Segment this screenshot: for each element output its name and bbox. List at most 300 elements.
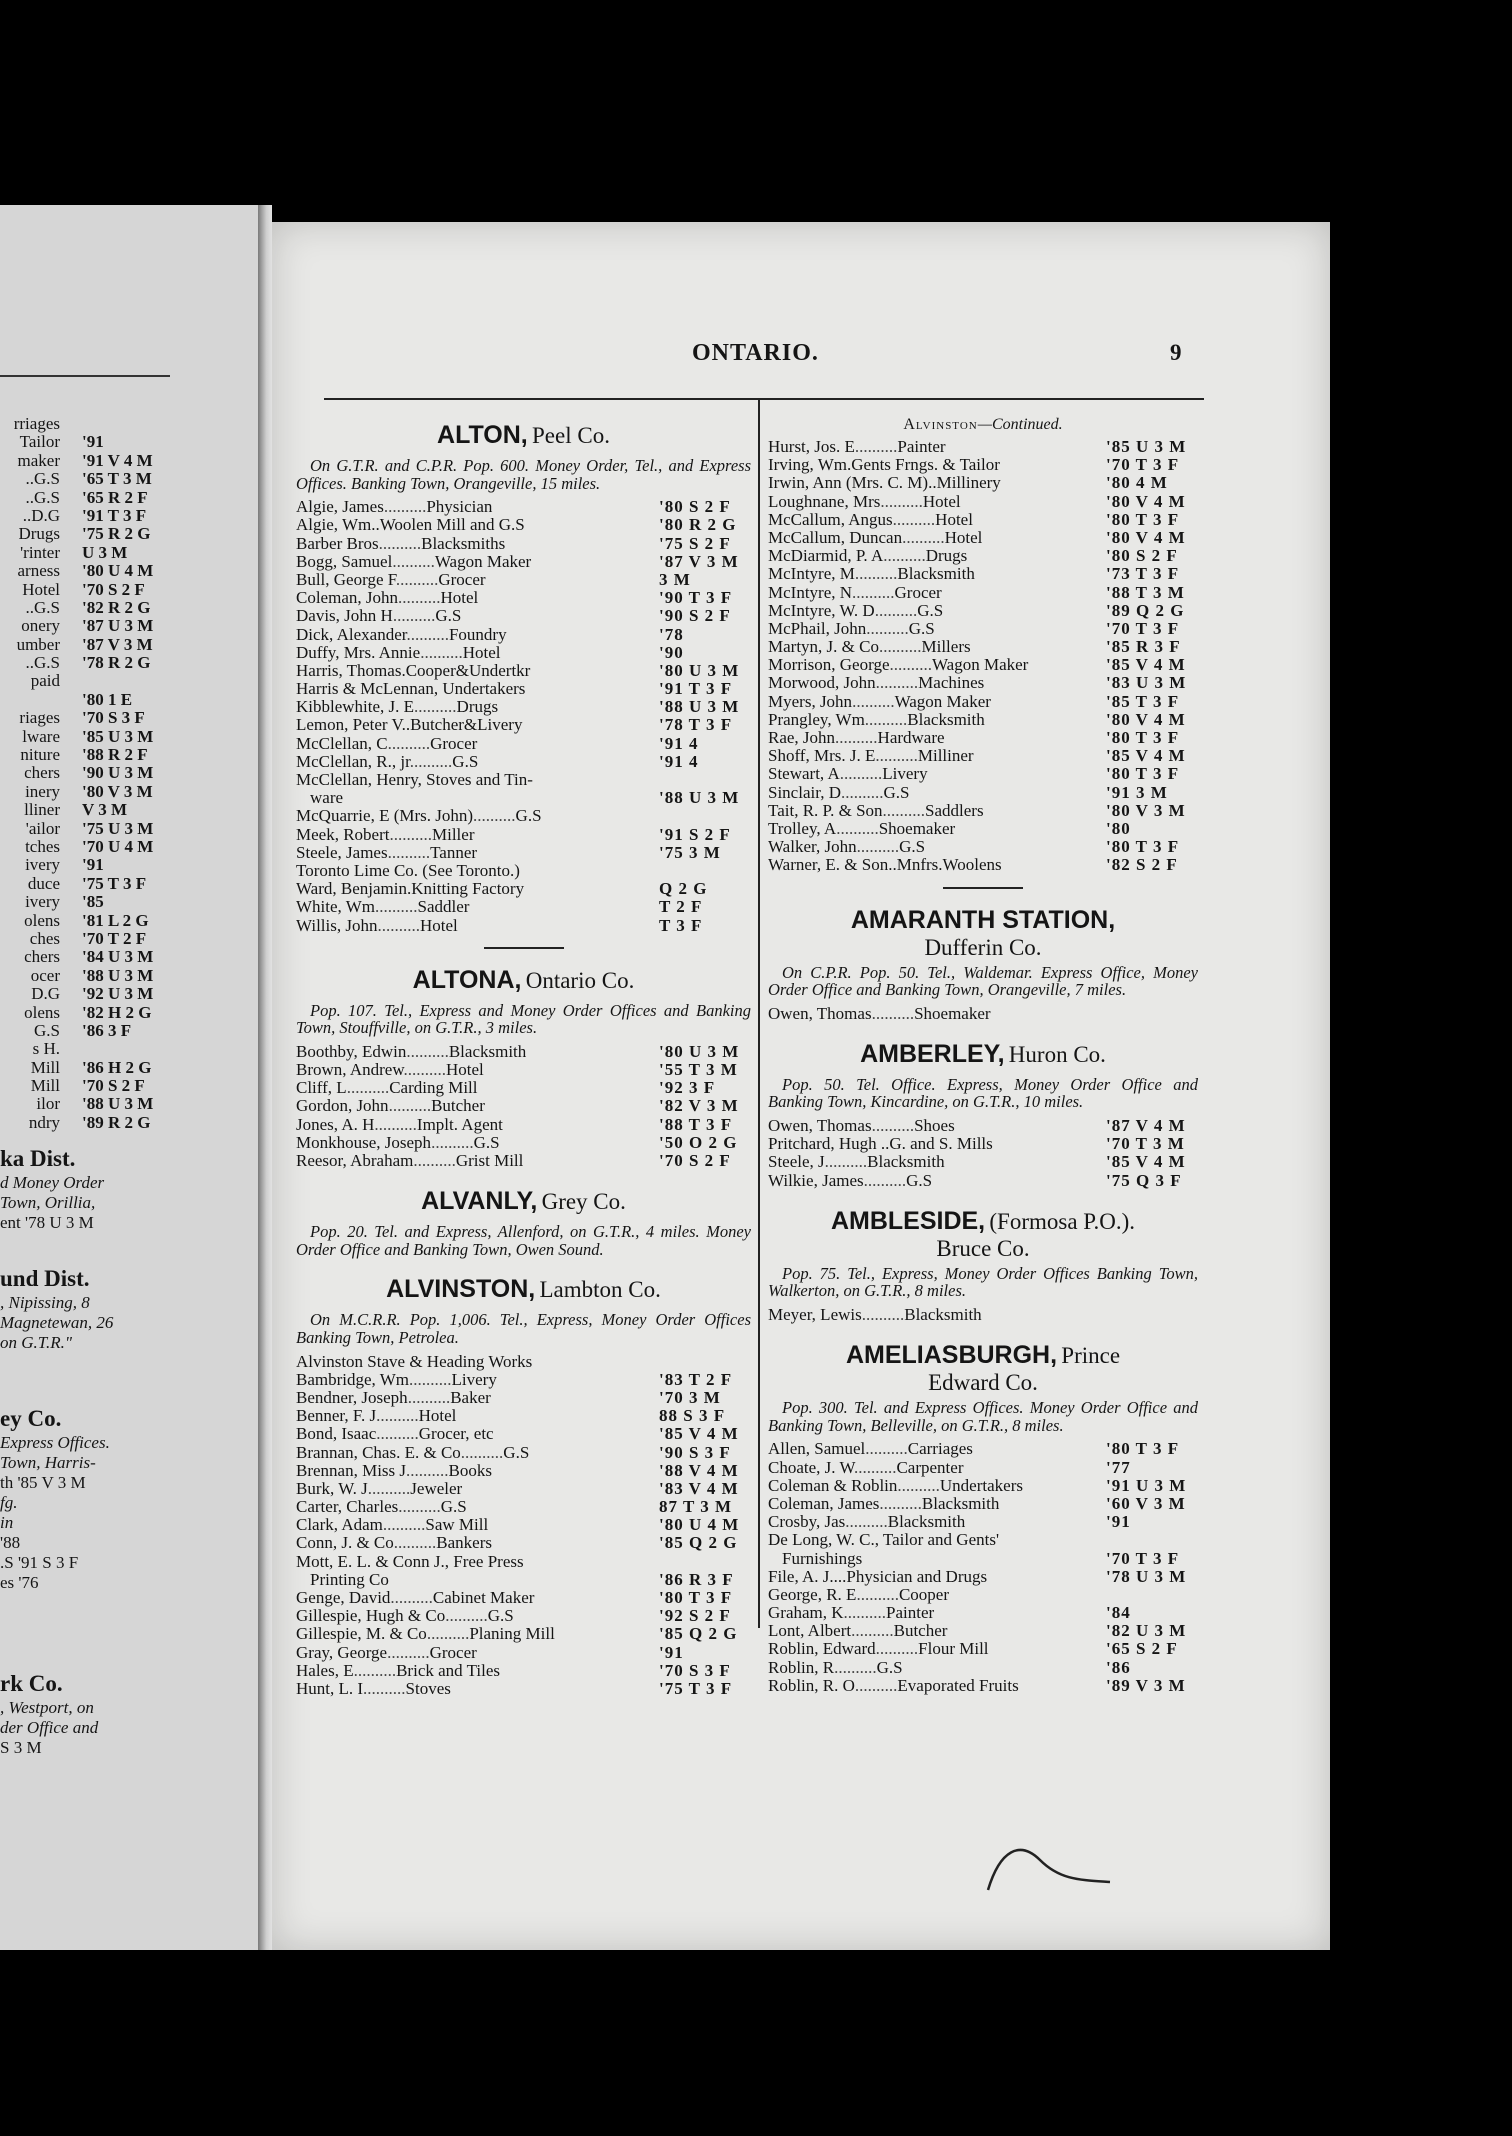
entry-name: Mott, E. L. & Conn J., Free Press (296, 1552, 524, 1571)
facing-line (0, 617, 258, 635)
entry-rating: '80 V 4 M (1106, 527, 1186, 547)
entry-name: Harris, Thomas.Cooper&Undertkr (296, 661, 531, 680)
entry-name: Coleman, James (768, 1494, 880, 1513)
entry-rating: '91 U 3 M (1106, 1475, 1187, 1495)
facing-line-text: riages (19, 709, 60, 728)
entry-text (768, 1172, 1102, 1190)
facing-line-rating: '91 V 4 M (82, 450, 153, 470)
directory-entry (296, 516, 751, 534)
entry-text (296, 880, 655, 898)
entry-name: Irving, Wm.Gents Frngs. & Tailor (768, 456, 1000, 475)
entry-business: Hotel (462, 643, 501, 662)
entry-business: Planing Mill (469, 1625, 555, 1644)
entry-name: Meek, Robert (296, 825, 390, 844)
entry-text (768, 674, 1102, 692)
facing-line-text: chers (24, 948, 60, 967)
directory-entry (296, 1407, 751, 1425)
facing-line (0, 1114, 258, 1132)
entry-business: G.S (452, 752, 479, 771)
entry-name: Bull, George F (296, 570, 396, 589)
facing-line (0, 636, 258, 654)
entry-rating: '91 3 M (1106, 782, 1168, 802)
town-heading-amberley (768, 1039, 1198, 1072)
entry-rating: '55 T 3 M (659, 1060, 738, 1080)
leader-dots: .......... (431, 1133, 474, 1152)
entry-name: Myers, John (768, 692, 853, 711)
directory-entry (768, 747, 1198, 765)
leader-dots: .......... (367, 1479, 411, 1498)
entry-rating: '70 T 3 F (1106, 618, 1180, 638)
column-rule (758, 398, 760, 1628)
directory-entry (768, 1586, 1198, 1604)
entry-name: Roblin, R. O (768, 1676, 855, 1695)
entry-text (296, 1389, 655, 1407)
entry-rating: '85 V 4 M (1106, 655, 1186, 675)
facing-line-text: ches (29, 929, 60, 948)
directory-entry (296, 807, 751, 825)
facing-block-rk (0, 1670, 258, 1758)
facing-line (0, 820, 258, 838)
town-description: On C.P.R. Pop. 50. Tel., Waldemar. Express Office, Money Order Office and Banking Town, Orangeville, 7 miles. (768, 962, 1198, 1000)
entry-rating: '77 (1106, 1457, 1131, 1477)
leader-dots: .......... (392, 552, 435, 571)
directory-entry (296, 1353, 751, 1371)
entry-rating: T 2 F (659, 897, 703, 917)
entry-name: McIntyre, M (768, 565, 855, 584)
entry-rating: '88 U 3 M (659, 788, 740, 808)
facing-line-rating: '84 U 3 M (82, 947, 154, 967)
facing-line (0, 1004, 258, 1022)
directory-entry (296, 662, 751, 680)
leader-dots: .......... (387, 843, 431, 862)
facing-line-text: 'ailor (25, 819, 60, 838)
facing-line-text: chers (24, 764, 60, 783)
entry-rating: '50 O 2 G (659, 1132, 738, 1152)
entry-rating: Q 2 G (659, 879, 708, 899)
entry-text (296, 1134, 655, 1152)
county-name: (Formosa P.O.). (989, 1208, 1136, 1234)
facing-line-text: lliner (24, 801, 60, 820)
entry-name: Steele, J (768, 1153, 825, 1172)
entry-name: Kibblewhite, J. E (296, 698, 415, 717)
entry-rating: '80 T 3 F (1106, 728, 1180, 747)
entry-rating: '85 V 4 M (1106, 1152, 1186, 1172)
entry-rating: '90 (659, 642, 684, 662)
entry-rating (1102, 1306, 1198, 1324)
directory-entry (296, 1498, 751, 1516)
entry-text (296, 571, 655, 589)
facing-line-text: tches (25, 837, 60, 856)
facing-line-rating: '65 T 3 M (82, 469, 152, 489)
entry-business: Blacksmith (867, 1153, 945, 1172)
entry-text (768, 474, 1102, 492)
directory-entry (768, 456, 1198, 474)
entry-rating: '75 S 2 F (659, 533, 731, 553)
facing-line-text: Hotel (22, 580, 60, 599)
entry-name: Trolley, A (768, 819, 837, 838)
facing-block-line: und Dist. (0, 1266, 90, 1291)
entry-business: Blacksmith (897, 565, 975, 584)
entry-rating: '80 (1106, 818, 1131, 838)
facing-line (0, 709, 258, 727)
entry-name: Brennan, Miss J (296, 1461, 407, 1480)
facing-line-text: 'rinter (20, 543, 60, 562)
directory-entry (768, 565, 1198, 583)
leader-dots: .......... (889, 656, 932, 675)
entry-text (768, 602, 1102, 620)
entry-text (296, 1407, 655, 1425)
town-name: AMBERLEY, (860, 1039, 1005, 1068)
facing-line-rating: '87 U 3 M (82, 616, 154, 636)
directory-entry (768, 1459, 1198, 1477)
continued-heading (768, 416, 1198, 434)
leader-dots: .......... (840, 783, 884, 802)
entry-rating: '85 Q 2 G (659, 1533, 738, 1553)
entry-business: G.S (917, 601, 944, 620)
directory-entry (768, 1477, 1198, 1495)
entry-name: McQuarrie, E (Mrs. John) (296, 807, 474, 826)
leader-dots: .......... (856, 838, 900, 857)
entry-text (296, 589, 655, 607)
entry-name: Monkhouse, Joseph (296, 1133, 432, 1152)
directory-entry (296, 1061, 751, 1079)
entry-name: Coleman, John (296, 589, 398, 608)
facing-block-line: '88 (0, 1533, 21, 1552)
directory-entry (296, 1079, 751, 1097)
entry-business: Saddlers (925, 801, 984, 820)
directory-entry (296, 498, 751, 516)
entry-rating: 87 T 3 M (659, 1497, 733, 1517)
entry-text (296, 1553, 655, 1571)
entry-business: G.S (440, 1498, 467, 1517)
entry-name: Conn, J. & Co (296, 1534, 394, 1553)
entry-text (296, 1116, 655, 1134)
leader-dots: .......... (878, 638, 922, 657)
entry-rating: '87 V 3 M (659, 551, 739, 571)
facing-line-rating: '70 U 4 M (82, 836, 154, 856)
entry-text (296, 1097, 655, 1115)
entry-rating: '85 T 3 F (1106, 691, 1180, 711)
entry-rating: '80 4 M (1106, 473, 1168, 493)
entry-name: Steele, James (296, 843, 388, 862)
directory-entry (768, 656, 1198, 674)
facing-line-text: Mill (30, 1058, 60, 1077)
directory-entry (296, 1662, 751, 1680)
facing-line-rating: '87 V 3 M (82, 634, 153, 654)
facing-line-text: umber (16, 635, 60, 654)
leader-dots: .......... (406, 1042, 449, 1061)
facing-line (0, 801, 258, 819)
county-name: Grey Co. (541, 1189, 626, 1215)
entry-text (296, 1079, 655, 1097)
directory-entry (296, 626, 751, 644)
entry-name: Ward, Benjamin.Knitting Factory (296, 880, 525, 899)
directory-entry (768, 1172, 1198, 1190)
leader-dots: .......... (852, 583, 895, 602)
facing-line-rating: '88 U 3 M (82, 965, 154, 985)
entry-business: Wagon Maker (932, 656, 1029, 675)
entry-rating: '85 U 3 M (1106, 437, 1187, 456)
entry-text (768, 1622, 1102, 1640)
county-name: Bruce Co. (936, 1235, 1030, 1261)
directory-entry (296, 917, 751, 935)
leader-dots: .......... (382, 1516, 426, 1535)
leader-dots: .......... (902, 528, 945, 547)
entry-text (296, 716, 655, 734)
entry-business: Wagon Maker (894, 692, 991, 711)
entry-rating: '73 T 3 F (1106, 564, 1180, 584)
facing-line (0, 1077, 258, 1095)
entry-rating: '90 T 3 F (659, 588, 733, 608)
directory-entry (768, 1117, 1198, 1135)
directory-entry (768, 638, 1198, 656)
entry-text (296, 735, 655, 753)
entry-business: G.S (487, 1607, 514, 1626)
directory-entry (768, 1659, 1198, 1677)
directory-entry (296, 1097, 751, 1115)
facing-block-line: d Money Order (0, 1173, 105, 1192)
entry-text (296, 662, 655, 680)
facing-line-rating: '91 (82, 855, 104, 875)
amberley-listing (768, 1117, 1198, 1190)
leader-dots: .......... (883, 547, 926, 566)
entry-text (296, 1444, 655, 1462)
entry-business: Grocer (430, 734, 478, 753)
county-name: Huron Co. (1008, 1041, 1106, 1067)
entry-text (768, 529, 1102, 547)
leader-dots: .......... (374, 1115, 417, 1134)
facing-block-line: Magnetewan, 26 (0, 1313, 114, 1332)
directory-entry (296, 771, 751, 789)
entry-business: Shoemaker (878, 819, 956, 838)
entry-rating: '91 T 3 F (659, 679, 733, 699)
entry-rating: '82 U 3 M (1106, 1621, 1187, 1641)
entry-text (296, 607, 655, 625)
entry-rating: '80 U 4 M (659, 1515, 740, 1535)
entry-business: G.S (473, 1133, 500, 1152)
facing-line (0, 764, 258, 782)
entry-name: Shoff, Mrs. J. E (768, 747, 876, 766)
directory-entry (296, 844, 751, 862)
entry-name: Clark, Adam (296, 1516, 383, 1535)
entry-name: Morwood, John (768, 674, 876, 693)
entry-business: Blacksmith (448, 1042, 527, 1061)
facing-line (0, 746, 258, 764)
entry-text (768, 565, 1102, 583)
entry-business: Millers (921, 638, 971, 657)
entry-business: Undertakers (939, 1476, 1023, 1495)
entry-rating: '91 S 2 F (659, 824, 731, 844)
continued-town: Alvinston (903, 416, 978, 433)
entry-name: Reesor, Abraham (296, 1152, 414, 1170)
entry-rating: '83 V 4 M (659, 1478, 739, 1498)
alvinston-listing (296, 1353, 751, 1699)
entry-text (768, 584, 1102, 602)
entry-rating (655, 1353, 751, 1371)
leader-dots: .......... (856, 1585, 899, 1604)
entry-business: Drugs (456, 698, 499, 717)
facing-block-line: , Westport, on (0, 1698, 94, 1717)
entry-text (768, 1659, 1102, 1677)
entry-business: Foundry (448, 625, 507, 644)
directory-entry (768, 820, 1198, 838)
directory-entry (296, 553, 751, 571)
entry-name: Gillespie, Hugh & Co (296, 1607, 446, 1626)
facing-line (0, 875, 258, 893)
entry-text (296, 1498, 655, 1516)
facing-block-line: , Nipissing, 8 (0, 1293, 90, 1312)
entry-business: Wagon Maker (434, 552, 532, 571)
facing-block-ka (0, 1145, 258, 1233)
leader-dots: .......... (407, 1388, 451, 1407)
directory-entry (768, 1622, 1198, 1640)
leader-dots: .......... (871, 1117, 915, 1136)
directory-entry (296, 1389, 751, 1407)
entry-business: Hardware (877, 729, 945, 747)
entry-text (768, 1153, 1102, 1171)
leader-dots: .......... (882, 801, 926, 820)
facing-line (0, 581, 258, 599)
entry-rating: '86 R 3 F (659, 1569, 734, 1589)
entry-rating (655, 1553, 751, 1571)
facing-line-text: Tailor (19, 433, 60, 452)
entry-rating: '70 T 3 F (1106, 1548, 1180, 1568)
leader-dots: .......... (854, 1676, 898, 1695)
facing-block-line: Town, Harris- (0, 1453, 96, 1472)
entry-text (296, 1152, 655, 1170)
town-description: On G.T.R. and C.P.R. Pop. 600. Money Order, Tel., and Express Offices. Banking Town, Orangeville, 15 miles. (296, 456, 751, 493)
facing-line-text: ..G.S (25, 488, 60, 507)
facing-line-rating: '75 T 3 F (82, 873, 147, 893)
entry-business: Physician (426, 498, 493, 517)
entry-business: G.S (883, 783, 910, 802)
entry-rating: '80 S 2 F (659, 497, 731, 517)
facing-line-text (0, 691, 60, 709)
entry-business: Shoes (914, 1117, 955, 1136)
header-rule (324, 398, 1204, 400)
entry-name: Cliff, L (296, 1079, 347, 1098)
facing-block-line: es '76 (0, 1573, 39, 1592)
leader-dots: .......... (834, 1658, 877, 1677)
entry-text (768, 765, 1102, 783)
facing-line (0, 599, 258, 617)
facing-page-rule (0, 375, 170, 377)
entry-text (296, 826, 655, 844)
facing-line-rating: '81 L 2 G (82, 910, 149, 930)
facing-line-rating: '91 T 3 F (82, 505, 147, 525)
directory-entry (296, 898, 751, 916)
entry-name: Coleman & Roblin (768, 1476, 898, 1495)
entry-rating: '80 V 3 M (1106, 800, 1186, 820)
entry-rating: '86 (1106, 1657, 1131, 1677)
entry-business: Blacksmith (904, 1306, 982, 1324)
directory-entry (296, 1571, 751, 1589)
facing-line-rating: '70 T 2 F (82, 928, 147, 948)
entry-text (768, 1568, 1102, 1586)
facing-line (0, 691, 258, 709)
county-name: Peel Co. (532, 423, 610, 448)
entry-name: Furnishings (782, 1549, 863, 1568)
facing-line-rating: U 3 M (82, 542, 128, 562)
entry-text (296, 771, 655, 789)
town-description: On M.C.R.R. Pop. 1,006. Tel., Express, Money Order Offices Banking Town, Petrolea. (296, 1310, 751, 1347)
entry-rating: '85 R 3 F (1106, 637, 1181, 657)
directory-entry (296, 880, 751, 898)
facing-block-line: on G.T.R." (0, 1333, 72, 1352)
leader-dots: .......... (854, 565, 898, 584)
leader-dots: .......... (460, 1443, 504, 1462)
facing-line-rating: '92 U 3 M (82, 984, 154, 1004)
directory-entry (768, 1568, 1198, 1586)
entry-name: Stewart, A (768, 765, 840, 784)
facing-line (0, 525, 258, 543)
entry-name: McPhail, John (768, 619, 867, 638)
directory-entry (768, 674, 1198, 692)
entry-name: White, Wm (296, 898, 375, 917)
leader-dots: .......... (406, 1461, 449, 1480)
leader-dots: .......... (353, 1661, 397, 1680)
entry-name: Martyn, J. & Co (768, 638, 879, 657)
facing-line-text: onery (21, 617, 60, 636)
entry-text (296, 1680, 655, 1698)
entry-rating: '65 S 2 F (1106, 1639, 1178, 1659)
facing-line (0, 672, 258, 690)
entry-text (296, 807, 655, 825)
entry-rating: '80 U 3 M (659, 1041, 740, 1061)
facing-line-rating: '86 H 2 G (82, 1057, 152, 1077)
leader-dots: .......... (388, 1097, 432, 1116)
entry-name: Lemon, Peter V..Butcher&Livery (296, 716, 523, 735)
leader-dots: .......... (378, 534, 422, 553)
facing-line (0, 856, 258, 874)
directory-entry (296, 607, 751, 625)
facing-line-rating: '89 R 2 G (82, 1112, 151, 1132)
entry-business: Blacksmith (921, 1494, 1000, 1513)
directory-entry (296, 716, 751, 734)
entry-text (768, 1005, 1102, 1023)
directory-entry (296, 589, 751, 607)
entry-text (296, 516, 655, 534)
entry-text (768, 1531, 1102, 1549)
entry-rating: '88 T 3 M (1106, 582, 1185, 602)
entry-text (296, 553, 655, 571)
town-description: Pop. 300. Tel. and Express Offices. Money Order Office and Banking Town, Belleville, on G.T.R., 8 miles. (768, 1398, 1198, 1435)
entry-business: Hotel (420, 916, 458, 935)
facing-line-text: ivery (25, 893, 60, 912)
entry-business: Baker (450, 1388, 491, 1407)
directory-entry (768, 1640, 1198, 1658)
entry-text (768, 1117, 1102, 1135)
entry-business: G.S (908, 619, 935, 638)
county-name: Dufferin Co. (924, 934, 1042, 960)
directory-entry (768, 529, 1198, 547)
entry-rating: '70 T 3 M (1106, 1134, 1185, 1154)
entry-business: Saw Mill (425, 1516, 489, 1535)
directory-entry (296, 789, 751, 807)
entry-text (296, 1571, 655, 1589)
directory-entry (768, 1604, 1198, 1622)
entry-rating: '82 V 3 M (659, 1096, 739, 1116)
directory-entry (296, 1589, 751, 1607)
entry-rating: '80 T 3 F (1106, 1439, 1180, 1459)
entry-text (296, 789, 655, 807)
entry-name: McClellan, C (296, 734, 388, 753)
entry-rating: '80 T 3 F (1106, 509, 1180, 529)
leader-dots: .......... (864, 710, 908, 729)
facing-line-rating: '88 R 2 F (82, 745, 148, 765)
entry-text (296, 1425, 655, 1443)
entry-text (768, 1459, 1102, 1477)
